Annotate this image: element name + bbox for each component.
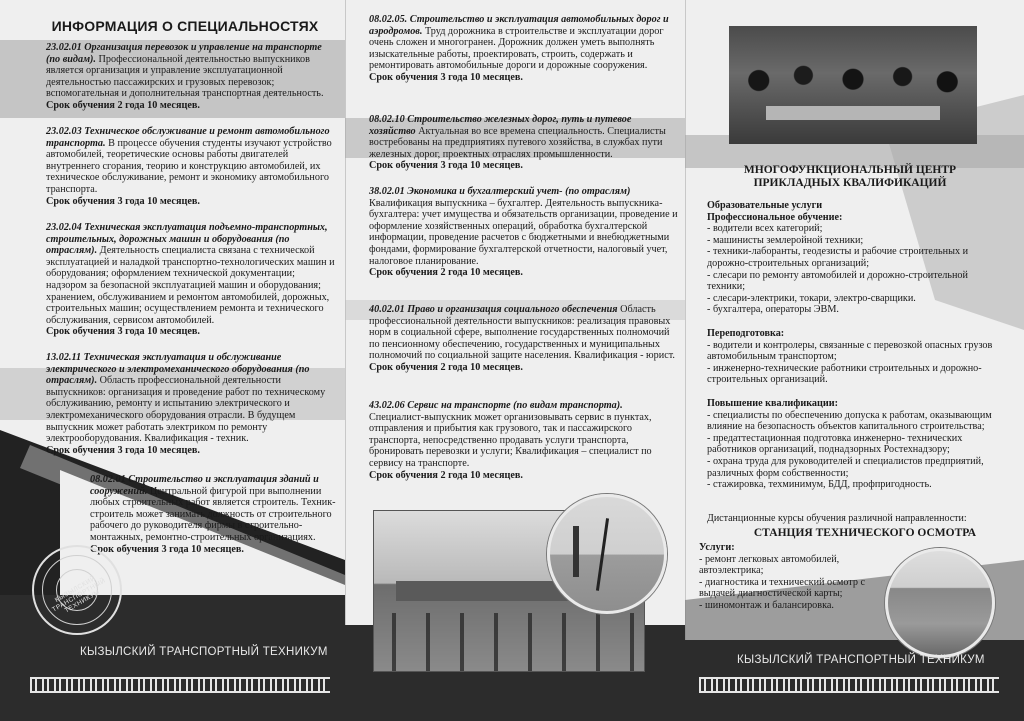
- services-heading: Образовательные услуги: [707, 200, 823, 211]
- emblem-text: КЫЗЫЛСКИЙ ТРАНСПОРТНЫЙ ТЕХНИКУМ: [51, 574, 107, 615]
- specialty-title: 08.02.05. Строительство и эксплуатация автомобильных дорог и аэродромов.: [369, 14, 669, 37]
- prof-item: - техники-лаборанты, геодезисты и рабочие строительных и дорожно-строительных организаций;: [707, 246, 969, 269]
- upskill-item: - специалисты по обеспечению допуска к работам, оказывающим влияние на безопасность объектов капитального строительства;: [707, 409, 992, 433]
- prof-item: - бухгалтера, операторы ЭВМ.: [707, 304, 839, 316]
- station-title: СТАНЦИЯ ТЕХНИЧЕСКОГО ОСМОТРА: [753, 527, 977, 539]
- center-title: [725, 164, 975, 190]
- specialty-block: [46, 222, 338, 338]
- specialty-block: [369, 186, 679, 279]
- specialty-term: Срок обучения 2 года 10 месяцев.: [369, 469, 523, 481]
- retrain-item: - водители и контролеры, связанные с перевозкой опасных грузов автомобильным транспортом;: [707, 339, 993, 363]
- specialty-title: 43.02.06 Сервис на транспорте (по видам транспорта).: [369, 400, 623, 411]
- retrain-heading: Переподготовка:: [707, 328, 785, 339]
- specialty-term: Срок обучения 3 года 10 месяцев.: [90, 543, 244, 555]
- specialty-text: Труд дорожника в строительстве и эксплуатации дорог очень сложен и многогранен. Дорожник должен уметь выполнять изыскательные работы, проектировать, строить, содержать и ремонтировать автомобильные дороги и дорожные сооружения.: [369, 25, 664, 72]
- photo-people: [374, 613, 644, 671]
- prof-heading: Профессиональное обучение:: [707, 211, 843, 223]
- footer-college-name: КЫЗЫЛСКИЙ ТРАНСПОРТНЫЙ ТЕХНИКУМ: [80, 646, 328, 658]
- upskill-item: - стажировка, техминимум, БДД, профпригодность.: [707, 479, 932, 491]
- page-title: ИНФОРМАЦИЯ О СПЕЦИАЛЬНОСТЯХ: [51, 18, 319, 34]
- photo-person: [573, 526, 579, 577]
- upskill-item: - охрана труда для руководителей и специалистов предприятий, различных форм собственности;: [707, 455, 984, 479]
- specialty-title: 08.02.01 Строительство и эксплуатация зданий и сооружений.: [90, 474, 319, 497]
- panel-specialties-1: [0, 0, 345, 721]
- station-item: - диагностика и технический осмотр с выдачей диагностической карты;: [699, 576, 866, 600]
- retrain-block: [707, 328, 1007, 386]
- specialty-text: Деятельность специалиста связана с технической эксплуатацией и наладкой транспортно-технологических машин и оборудования; оформлением технической документации; надзором за безопасной эксплуатацией машин и оборудования; хранением, обслуживанием и ремонтом автомобилей, дорожных, строительных машин; осуществлением ремонта и технического обслуживания, сервисом автомобилей.: [46, 245, 335, 326]
- specialty-text: В процессе обучения студенты изучают устройство автомобилей, теоретические основы работы двигателей внутреннего сгорания, теорию и конструкцию автомобилей, их техническое обслуживание, ремонт и экономику автомобильного транспорта.: [46, 137, 332, 195]
- center-title-line2: ПРИКЛАДНЫХ КВАЛИФИКАЦИЙ: [753, 177, 947, 189]
- specialty-block: [46, 352, 338, 456]
- specialty-term: Срок обучения 2 года 10 месяцев.: [369, 361, 523, 373]
- station-item: - шиномонтаж и балансировка.: [699, 599, 834, 611]
- specialty-block: [369, 14, 679, 84]
- prof-item: - машинисты землеройной техники;: [707, 234, 864, 246]
- meander-ornament: [30, 677, 330, 693]
- specialty-title: 38.02.01 Экономика и бухгалтерский учет- (по отраслям): [369, 186, 631, 197]
- specialty-text: Область профессиональной деятельности выпускников: реализация правовых норм в социальной сфере, выполнение государственных полномочий по пенсионному обеспечению, государственных и муниципальных полномочий по социальной защите населения. Квалификация - юрист.: [369, 304, 675, 362]
- specialty-text: Специалист-выпускник может организовывать сервис в пунктах, отправления и прибытия как грузового, так и пассажирского транспорта, непосредственно продавать услуги транспорта, бронировать перевозки и услуги; Квалификация – специалист по сервису на транспорте.: [369, 411, 652, 469]
- specialty-title: 23.02.01 Организация перевозок и управление на транспорте (по видам).: [46, 42, 322, 65]
- specialty-title: 08.02.10 Строительство железных дорог, путь и путевое хозяйство: [369, 114, 632, 137]
- prof-item: - водители всех категорий;: [707, 223, 823, 235]
- specialty-term: Срок обучения 3 года 10 месяцев.: [46, 444, 200, 456]
- meander-ornament: [699, 677, 999, 693]
- specialty-block: [46, 42, 336, 112]
- station-item: - ремонт легковых автомобилей, автоэлектрика;: [699, 553, 840, 577]
- specialty-block: [369, 114, 679, 172]
- specialty-term: Срок обучения 3 года 10 месяцев.: [46, 195, 200, 207]
- footer-college-name: КЫЗЫЛСКИЙ ТРАНСПОРТНЫЙ ТЕХНИКУМ: [737, 654, 985, 666]
- station-building-photo: [885, 548, 995, 658]
- distance-courses: Дистанционные курсы обучения различной направленности:: [707, 513, 967, 524]
- specialty-text: Область профессиональной деятельности выпускников: организация и проведение работ по техническому обслуживанию, ремонту и испытанию электрического и электромеханического оборудования отрасли. В будущем выпускник может работать электриком по ремонту электрооборудования. Квалификация - техник.: [46, 375, 326, 445]
- retrain-item: - инженерно-технические работники строительных и дорожно-строительных организаций.: [707, 362, 982, 386]
- upskill-heading: Повышение квалификации:: [707, 398, 839, 409]
- specialty-term: Срок обучения 3 года 10 месяцев.: [369, 71, 523, 83]
- specialty-text: Профессиональной деятельностью выпускников является организация и управление эксплуатационной деятельностью пассажирских и грузовых перевозок; вспомогательная и дополнительная транспортная деятельность.: [46, 53, 324, 100]
- photo-tripod: [596, 518, 609, 591]
- specialty-title: 23.02.03 Техническое обслуживание и ремонт автомобильного транспорта.: [46, 126, 330, 149]
- center-title-line1: МНОГОФУНКЦИОНАЛЬНЫЙ ЦЕНТР: [743, 164, 957, 176]
- station-services: [699, 542, 879, 612]
- specialty-term: Срок обучения 3 года 10 месяцев.: [369, 160, 523, 172]
- upskill-item: - предаттестационная подготовка инженерно- технических работников организаций, поднадзорных Ростехнадзору;: [707, 432, 963, 456]
- specialty-term: Срок обучения 2 года 10 месяцев.: [46, 99, 200, 111]
- services-block: [707, 200, 1007, 316]
- prof-item: - слесари-электрики, токари, электро-сварщики.: [707, 292, 916, 304]
- specialty-block: [90, 474, 338, 555]
- panel-training-center: [685, 0, 1024, 721]
- classroom-photo: [729, 26, 977, 144]
- prof-item: - слесари по ремонту автомобилей и дорожно-строительной техники;: [707, 269, 968, 293]
- specialty-term: Срок обучения 2 года 10 месяцев.: [369, 267, 523, 279]
- college-emblem: [32, 545, 122, 635]
- photo-table: [766, 106, 940, 120]
- upskill-block: [707, 398, 1007, 491]
- specialty-text: Центральной фигурой при выполнении любых строительных работ является строитель. Техник-строитель может занимать должность от строительного рабочего до руководителя фирмы в строительно-монтажных, ремонтно-строительных организациях.: [90, 485, 336, 543]
- specialty-block: [369, 304, 679, 374]
- specialty-block: [46, 126, 336, 207]
- specialty-term: Срок обучения 3 года 10 месяцев.: [46, 326, 200, 338]
- specialty-title: 13.02.11 Техническая эксплуатация и обслуживание электрического и электромеханического оборудования (по отраслям).: [46, 352, 310, 387]
- station-services-heading: Услуги:: [699, 542, 735, 553]
- specialty-title: 40.02.01 Право и организация социального обеспечения: [369, 304, 618, 315]
- survey-circle-photo: [547, 494, 667, 614]
- specialty-text: Актуальная во все времена специальность. Специалисты востребованы на предприятиях путевого хозяйства, в службах пути железных дорог, проектных отраслях промышленности.: [369, 125, 666, 160]
- specialty-title: 23.02.04 Техническая эксплуатация подъемно-транспортных, строительных, дорожных машин и оборудования (по отраслям).: [46, 222, 328, 257]
- panel-specialties-2: [345, 0, 685, 721]
- specialty-block: [369, 400, 679, 481]
- specialty-text: Квалификация выпускника – бухгалтер. Деятельность выпускника-бухгалтера: учет имущества и обязательств организации, проведение и оформление хозяйственных операций, обработка бухгалтерской информации, проведение расчетов с бюджетными и внебюджетными фондами, формирование бухгалтерской отчетности, налоговый учет, налоговое планирование.: [369, 197, 678, 267]
